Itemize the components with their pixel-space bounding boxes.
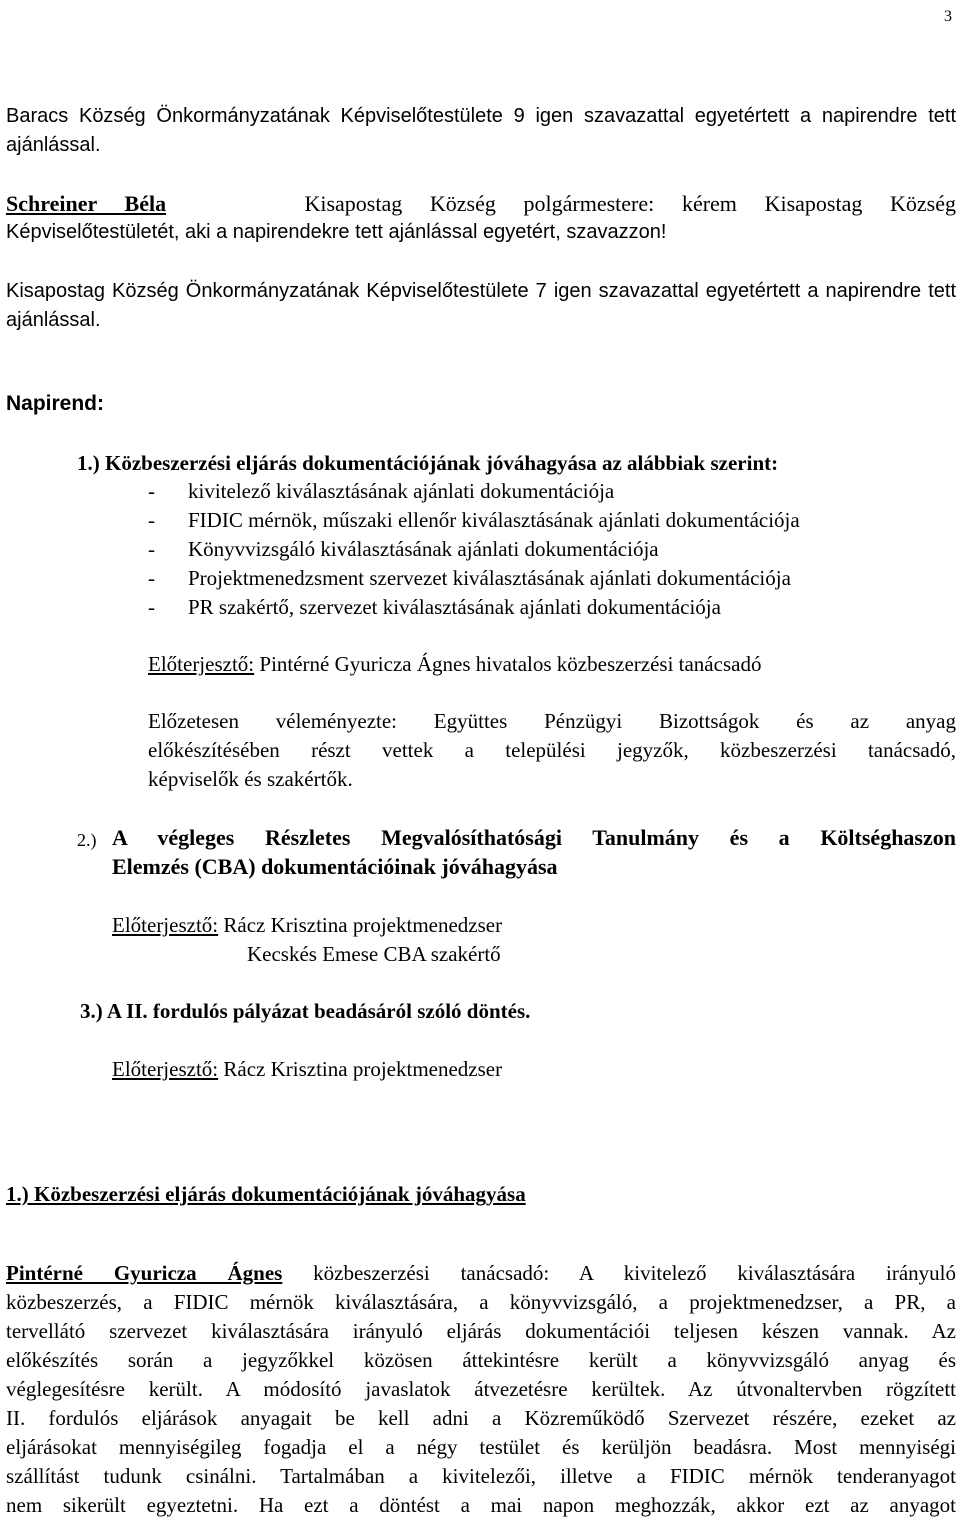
paragraph-schreiner-line1	[6, 189, 956, 218]
list-item: - Könyvvizsgáló kiválasztásának ajánlati dokumentációja	[148, 537, 659, 561]
list-item: - FIDIC mérnök, műszaki ellenőr kiválasztásának ajánlati dokumentációja	[148, 508, 800, 532]
agenda-item-1-presenter	[148, 650, 761, 679]
paragraph-baracs-vote: Baracs Község Önkormányzatának Képviselőtestülete 9 igen szavazattal egyetértett a napirendre tett ajánlással.	[6, 105, 956, 156]
section-body: Pintérné Gyuricza Ágnes közbeszerzési tanácsadó: A kivitelező kiválasztására irányuló közbeszerzés, a FIDIC mérnök kiválasztására, a könyvvizsgáló, a projektmenedzser, a PR, a tervellátó szervezet kiválasztására irányuló eljárás dokumentációi teljesen készen vannak. Az előkészítés során a jegyzőkkel közösen áttekintésre került a könyvvizsgáló anyag és véglegesítésre került. A módosító javaslatok átvezetésre kerültek. Az útvonaltervben rögzített II. fordulós eljárások anyagait be kell adni a Közreműködő Szervezet részére, ezeket az eljárásokat mennyiségileg fogadja el a négy testület és kerüljön beadásra. Most mennyiségi szállítást tudunk csinálni. Tartalmában a kivitelezői, illetve a FIDIC mérnök tenderanyagot nem sikerült egyeztetni. Ha ezt a döntést a mai napon meghozzák, akkor ezt az anyagot	[6, 1261, 956, 1517]
speaker-name: Pintérné Gyuricza Ágnes	[6, 1261, 283, 1285]
agenda-item-2-title: A végleges Részletes Megvalósíthatósági Tanulmány és a Költséghaszon Elemzés (CBA) dokumentációinak jóváhagyása	[112, 825, 956, 879]
presenter-name: Rácz Krisztina projektmenedzser	[223, 1057, 503, 1081]
list-item: - PR szakértő, szervezet kiválasztásának ajánlati dokumentációja	[148, 595, 721, 619]
agenda-item-2-number: 2.)	[77, 830, 97, 850]
presenter-label: Előterjesztő:	[112, 1057, 219, 1081]
agenda-item-2-presenter	[112, 911, 502, 940]
agenda-item-3-title: 3.) A II. fordulós pályázat beadásáról szóló döntés.	[80, 999, 531, 1023]
section-heading: 1.) Közbeszerzési eljárás dokumentációjának jóváhagyása	[6, 1182, 526, 1206]
agenda-item-1-title: 1.) Közbeszerzési eljárás dokumentációjának jóváhagyása az alábbiak szerint:	[77, 451, 779, 475]
presenter-label: Előterjesztő:	[112, 913, 219, 937]
presenter-name: Pintérné Gyuricza Ágnes hivatalos közbeszerzési tanácsadó	[259, 652, 762, 676]
presenter-name: Rácz Krisztina projektmenedzser	[223, 913, 503, 937]
agenda-item-1-review: Előzetesen véleményezte: Együttes Pénzügyi Bizottságok és az anyag előkészítésében részt vettek a települési jegyzők, közbeszerzési tanácsadó, képviselők és szakértők.	[148, 709, 956, 791]
agenda-heading: Napirend:	[6, 392, 105, 415]
agenda-item-2-presenter-2: Kecskés Emese CBA szakértő	[247, 942, 501, 966]
page-number: 3	[944, 8, 952, 25]
agenda-item-1-list	[148, 477, 948, 622]
paragraph-kisapostag-vote: Kisapostag Község Önkormányzatának Képviselőtestülete 7 igen szavazattal egyetértett a napirendre tett ajánlással.	[6, 280, 956, 331]
speaker-line1: Kisapostag Község polgármestere: kérem Kisapostag Község	[304, 191, 956, 216]
list-item: - Projektmenedzsment szervezet kiválasztásának ajánlati dokumentációja	[148, 566, 791, 590]
presenter-label: Előterjesztő:	[148, 652, 255, 676]
agenda-item-3-presenter	[112, 1055, 502, 1084]
paragraph-schreiner-line2: Képviselőtestületét, aki a napirendekre tett ajánlással egyetért, szavazzon!	[6, 221, 667, 243]
speaker-name: Schreiner Béla	[6, 191, 167, 216]
list-item: - kivitelező kiválasztásának ajánlati dokumentációja	[148, 479, 615, 503]
body-line-1: Pintérné Gyuricza Ágnes közbeszerzési tanácsadó: A kivitelező kiválasztására irányuló	[6, 1261, 956, 1285]
